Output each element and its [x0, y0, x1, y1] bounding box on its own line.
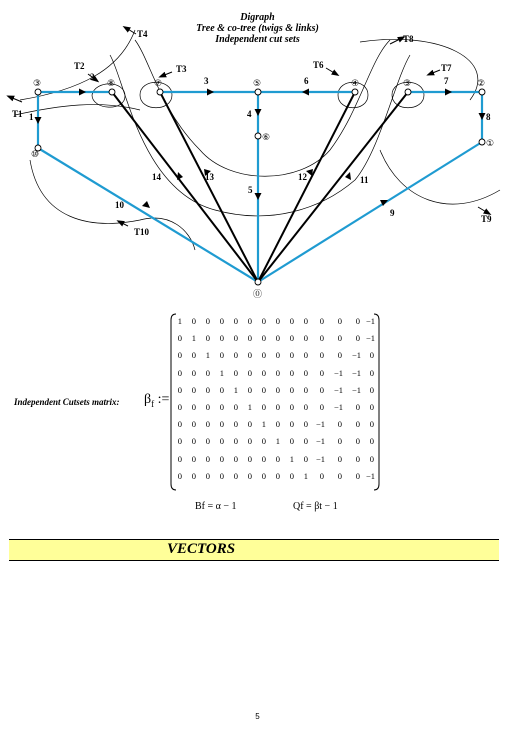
beta-subscript: f [151, 398, 155, 409]
matrix-cell: 0 [233, 350, 238, 361]
edge-label-7: 7 [444, 76, 449, 86]
assign-operator: := [157, 392, 170, 407]
node-circle-0 [255, 279, 261, 285]
matrix-cell: 0 [319, 402, 324, 412]
cutset-curve-t1 [15, 105, 140, 115]
matrix-cell: 0 [177, 402, 182, 412]
matrix-cell: 0 [289, 402, 294, 412]
tree-twigs [38, 92, 482, 282]
edge-label-1: 1 [29, 112, 34, 122]
matrix-cell: 0 [247, 333, 252, 344]
matrix-cell: 0 [275, 333, 280, 344]
matrix-cell: 0 [219, 436, 224, 447]
node-circle-6 [255, 133, 261, 139]
matrix-cell: −1 [316, 436, 326, 447]
node-5: ⑤ [253, 79, 262, 89]
cutset-arrow-t9 [478, 207, 488, 213]
edge-label-13: 13 [205, 172, 214, 182]
cutset-labels [12, 29, 495, 237]
matrix-cell: 0 [233, 402, 238, 412]
matrix-cell: 0 [275, 367, 280, 378]
cotree-links [112, 92, 408, 282]
matrix-cell: 0 [247, 453, 252, 464]
matrix-cell: 1 [233, 384, 238, 395]
matrix-cell: 0 [247, 419, 252, 430]
matrix-cell: −1 [366, 470, 376, 481]
matrix-cell: 0 [369, 384, 374, 395]
arrow-7 [445, 89, 452, 96]
arrow-3 [207, 89, 214, 96]
matrix-cell: 0 [355, 402, 360, 412]
matrix-cell: 0 [275, 453, 280, 464]
matrix-cell: −1 [366, 316, 376, 326]
matrix-cell: 0 [191, 316, 196, 326]
edge-label-6: 6 [304, 76, 309, 86]
matrix-cell: 0 [205, 333, 210, 344]
matrix-cell: 0 [233, 470, 238, 481]
matrix-cell: 1 [261, 419, 266, 430]
matrix-cell: 0 [275, 384, 280, 395]
matrix-cell: 0 [303, 384, 308, 395]
matrix-cell: 0 [247, 367, 252, 378]
edge-label-14: 14 [152, 172, 161, 182]
matrix-cell: −1 [334, 384, 344, 395]
figure-title: Digraph [240, 12, 275, 23]
matrix-cell: 0 [205, 436, 210, 447]
matrix-cell: 0 [219, 333, 224, 344]
matrix-cell: 0 [191, 436, 196, 447]
matrix-cell: 1 [275, 436, 280, 447]
arrow-2 [79, 89, 86, 96]
matrix-cell: 0 [233, 453, 238, 464]
equation-bf: Bf = α − 1 [195, 501, 237, 512]
matrix-cell: 0 [219, 419, 224, 430]
cutset-label-t7: T7 [441, 63, 452, 73]
matrix-cell: 0 [177, 470, 182, 481]
matrix-cell: 0 [261, 436, 266, 447]
arrow-14 [177, 172, 183, 180]
node-circle-7 [157, 89, 163, 95]
arrow-8 [479, 113, 486, 120]
figure-subtitle: Tree & co-tree (twigs & links) [196, 23, 319, 34]
matrix-cell: 0 [205, 453, 210, 464]
cutset-label-t4: T4 [137, 29, 148, 39]
node-7: ⑦ [154, 79, 163, 89]
matrix-cell: 0 [355, 436, 360, 447]
arrow-11 [345, 172, 351, 180]
arrow-5 [255, 193, 262, 200]
matrix-cell: 0 [369, 402, 374, 412]
cutset-label-t6: T6 [313, 60, 324, 70]
matrix-cell: 0 [261, 402, 266, 412]
matrix-cell: 0 [191, 367, 196, 378]
matrix-cell: 0 [275, 316, 280, 326]
matrix-cell: 1 [247, 402, 252, 412]
matrix-cell: 0 [261, 367, 266, 378]
matrix-cell: 0 [337, 453, 342, 464]
matrix-cell: 0 [247, 384, 252, 395]
arrow-1 [35, 117, 42, 124]
matrix-cell: −1 [316, 419, 326, 430]
matrix-cell: 0 [205, 402, 210, 412]
cutset-curve-t9 [380, 150, 500, 204]
matrix-cell: 0 [191, 453, 196, 464]
matrix-cell: 0 [233, 316, 238, 326]
matrix-cell: 0 [261, 350, 266, 361]
matrix-cell: 0 [337, 316, 342, 326]
matrix-cell: 0 [289, 316, 294, 326]
matrix-cell: 0 [369, 436, 374, 447]
matrix-cell: 0 [303, 350, 308, 361]
matrix-cell: 0 [289, 333, 294, 344]
matrix-cell: 0 [319, 316, 324, 326]
cutset-curve-t4 [135, 40, 390, 176]
matrix-cell: 0 [261, 384, 266, 395]
matrix-cell: 0 [289, 350, 294, 361]
edge-label-9: 9 [390, 208, 395, 218]
digraph-svg [0, 0, 515, 300]
matrix-cell: 0 [247, 350, 252, 361]
matrix-cell: −1 [366, 333, 376, 344]
node-circle-3a [35, 89, 41, 95]
matrix-cell: 0 [303, 436, 308, 447]
node-4: ④ [351, 79, 360, 89]
node-circle-2 [479, 89, 485, 95]
matrix-cell: −1 [352, 350, 362, 361]
matrix-cell: 0 [247, 316, 252, 326]
edge-label-11: 11 [360, 175, 369, 185]
matrix-cell: 0 [355, 419, 360, 430]
matrix-cell: 0 [337, 436, 342, 447]
matrix-cell: 0 [275, 350, 280, 361]
edge-label-4: 4 [247, 109, 252, 119]
section-title: VECTORS [167, 541, 236, 557]
matrix-cell: 0 [191, 419, 196, 430]
cutset-arrow-t6 [326, 68, 336, 74]
matrix-cell: 0 [177, 419, 182, 430]
matrix-cell: 0 [219, 470, 224, 481]
arrow-6 [302, 89, 309, 96]
matrix-cell: 0 [261, 333, 266, 344]
cutset-arrow-t7 [430, 70, 440, 74]
cutset-arrow-t8 [390, 38, 402, 44]
edge-label-10: 10 [115, 200, 124, 210]
matrix-cell: 0 [289, 419, 294, 430]
matrix-cell: 0 [247, 436, 252, 447]
matrix-cell: 0 [355, 333, 360, 344]
matrix-cell: 0 [261, 453, 266, 464]
node-2: ② [477, 79, 486, 89]
cutset-matrix [170, 312, 380, 492]
matrix-cell: 0 [337, 419, 342, 430]
matrix-cell: 0 [205, 384, 210, 395]
cutset-label-t9: T9 [481, 214, 492, 224]
node-10: ⑩ [31, 150, 40, 160]
cutset-label-t1: T1 [12, 109, 23, 119]
matrix-cell: 1 [177, 316, 182, 326]
matrix-cell: −1 [334, 402, 344, 412]
matrix-cell: 0 [319, 333, 324, 344]
cutset-label-t3: T3 [176, 64, 187, 74]
matrix-cell: 0 [369, 367, 374, 378]
matrix-cell: 0 [355, 316, 360, 326]
link-14 [112, 92, 258, 282]
cutset-arrow-t1 [10, 97, 22, 102]
node-circle-5 [255, 89, 261, 95]
matrix-cell: 0 [369, 453, 374, 464]
matrix-cell: 0 [247, 470, 252, 481]
matrix-cell: 0 [319, 470, 324, 481]
matrix-cell: 0 [191, 384, 196, 395]
beta-symbol: β [144, 392, 152, 407]
matrix-cell: 0 [275, 402, 280, 412]
matrix-cell: 0 [355, 453, 360, 464]
matrix-cell: 0 [219, 384, 224, 395]
matrix-cell: 0 [337, 470, 342, 481]
arrow-4 [255, 109, 262, 116]
matrix-cell: 0 [205, 367, 210, 378]
matrix-cell: 0 [177, 350, 182, 361]
matrix-cell: 0 [219, 316, 224, 326]
node-1: ① [486, 139, 495, 149]
matrix-cell: 0 [219, 350, 224, 361]
matrix-cell: 0 [289, 367, 294, 378]
matrix-cell: 0 [177, 384, 182, 395]
matrix-cell: 1 [191, 333, 196, 344]
matrix-cell: 0 [177, 436, 182, 447]
node-circle-4 [352, 89, 358, 95]
edge-label-3: 3 [204, 76, 209, 86]
section-header-bar [9, 539, 499, 561]
matrix-symbol [144, 392, 169, 409]
matrix-cell: 0 [303, 453, 308, 464]
matrix-cell: 1 [205, 350, 210, 361]
matrix-cell: 0 [205, 470, 210, 481]
matrix-cell: 0 [289, 384, 294, 395]
matrix-cell: 0 [233, 333, 238, 344]
node-circle-3b [405, 89, 411, 95]
node-circle-8 [109, 89, 115, 95]
edge-label-12: 12 [298, 172, 307, 182]
matrix-cell: 0 [275, 419, 280, 430]
matrix-cell: −1 [316, 453, 326, 464]
matrix-label: Independent Cutsets matrix: [14, 397, 120, 407]
matrix-cell: 0 [177, 367, 182, 378]
page-number: 5 [255, 712, 260, 721]
matrix-cell: −1 [334, 367, 344, 378]
matrix-cell: 0 [219, 402, 224, 412]
matrix-cell: 0 [191, 470, 196, 481]
matrix-cell: 0 [369, 419, 374, 430]
matrix-cell: 0 [275, 470, 280, 481]
node-8: ⑧ [107, 79, 116, 89]
matrix-cell: −1 [352, 384, 362, 395]
matrix-cell: 0 [289, 436, 294, 447]
matrix-cell: 0 [233, 367, 238, 378]
matrix-cell: 0 [177, 333, 182, 344]
matrix-cell: 0 [337, 333, 342, 344]
equation-qf: Qf = βt − 1 [293, 501, 338, 512]
matrix-cell: 0 [191, 402, 196, 412]
matrix-cell: −1 [352, 367, 362, 378]
matrix-cell: 0 [177, 453, 182, 464]
matrix-cell: 0 [303, 367, 308, 378]
matrix-cell: 1 [219, 367, 224, 378]
matrix-cell: 0 [303, 333, 308, 344]
matrix-cell: 0 [205, 419, 210, 430]
matrix-cell: 0 [337, 350, 342, 361]
node-3b: ③ [403, 79, 412, 89]
figure-subtitle-2: Independent cut sets [215, 34, 300, 45]
node-6: ⑥ [262, 133, 271, 143]
matrix-cell: 0 [261, 316, 266, 326]
edge-label-2: 2 [90, 72, 95, 82]
edge-label-8: 8 [486, 112, 491, 122]
matrix-cell: 0 [191, 350, 196, 361]
cutset-label-t10: T10 [134, 227, 150, 237]
digraph-figure [0, 0, 515, 300]
matrix-cell: 0 [319, 384, 324, 395]
matrix-cell: 1 [289, 453, 294, 464]
matrix-cell: 0 [233, 419, 238, 430]
node-0: ⓪ [253, 290, 263, 300]
matrix-cell: 0 [205, 316, 210, 326]
matrix-cell: 0 [355, 470, 360, 481]
matrix-cell: 1 [303, 470, 308, 481]
matrix-cell: 0 [233, 436, 238, 447]
matrix-cell: 0 [261, 470, 266, 481]
cutset-label-t8: T8 [403, 34, 414, 44]
matrix-cell: 0 [319, 350, 324, 361]
arrow-10 [142, 201, 150, 208]
cutset-label-t2: T2 [74, 61, 85, 71]
matrix-cell: 0 [219, 453, 224, 464]
link-12 [258, 92, 355, 282]
matrix-cell: 0 [303, 316, 308, 326]
cutset-curve-t10 [30, 160, 195, 250]
cutset-arrow-t3 [162, 72, 172, 76]
edge-label-5: 5 [248, 185, 253, 195]
matrix-cell: 0 [303, 419, 308, 430]
matrix-cell: 0 [319, 367, 324, 378]
node-3a: ③ [33, 79, 42, 89]
matrix-cell: 0 [369, 350, 374, 361]
matrix-cell: 0 [303, 402, 308, 412]
matrix-cell: 0 [289, 470, 294, 481]
node-labels [31, 79, 494, 300]
cutset-curve-t8 [360, 39, 478, 100]
link-11 [258, 92, 408, 282]
arrow-12 [306, 169, 313, 176]
node-circle-1 [479, 139, 485, 145]
cutset-arrows [10, 28, 488, 226]
